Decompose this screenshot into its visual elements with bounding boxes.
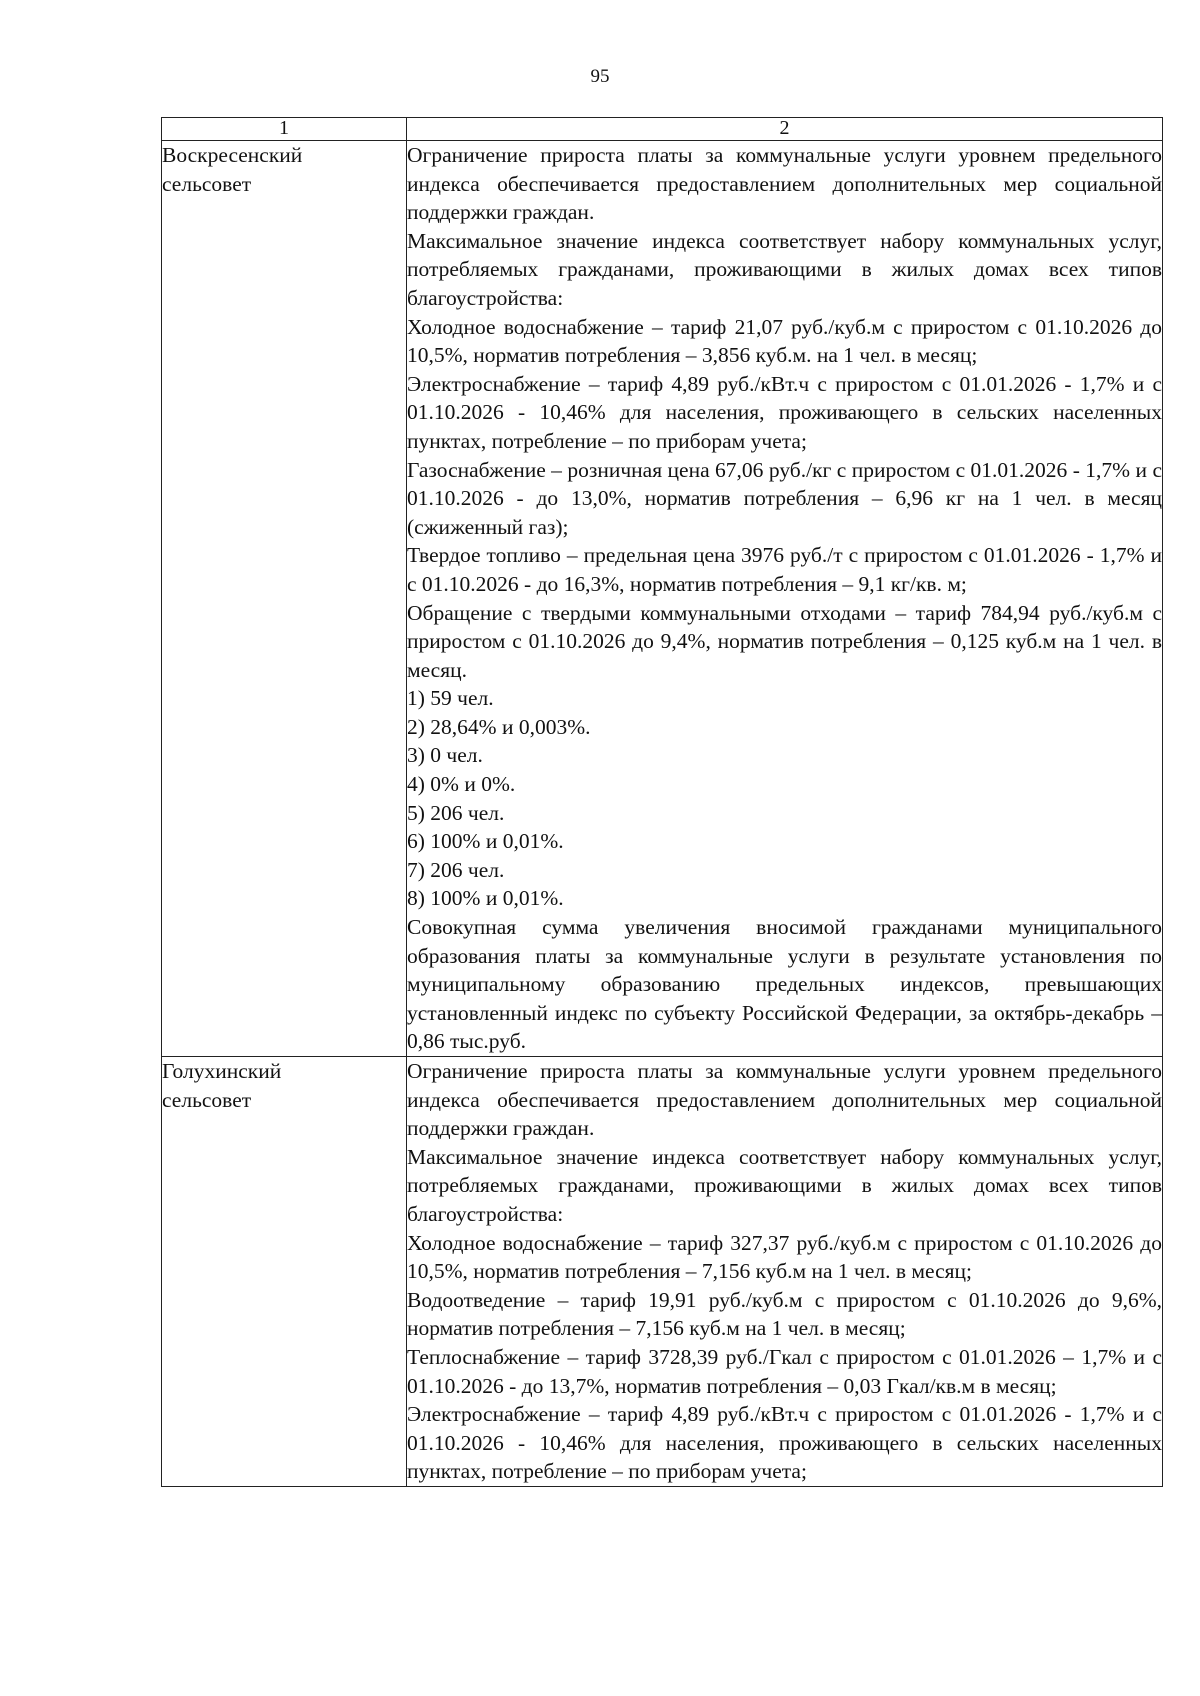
table-row — [162, 1057, 1163, 1487]
municipality-name-line: Воскресенский — [162, 143, 303, 167]
paragraph: Твердое топливо – предельная цена 3976 руб./т с приростом с 01.01.2026 - 1,7% и с 01.10.2026 - до 16,3%, норматив потребления – 9,1 кг/кв. м; — [407, 543, 1162, 596]
page-number: 95 — [590, 66, 610, 87]
table-header-row — [162, 118, 1163, 141]
paragraph: Газоснабжение – розничная цена 67,06 руб./кг с приростом с 01.01.2026 - 1,7% и с 01.10.2026 - до 13,0%, норматив потребления – 6,96 кг на 1 чел. в месяц (сжиженный газ); — [407, 457, 1162, 539]
paragraph: Максимальное значение индекса соответствует набору коммунальных услуг, потребляемых гражданами, проживающими в жилых домах всех типов благоустройства: — [407, 1144, 1162, 1226]
municipality-name-cell — [162, 141, 407, 1057]
paragraph: Теплоснабжение – тариф 3728,39 руб./Гкал с приростом с 01.01.2026 – 1,7% и с 01.10.2026 - до 13,7%, норматив потребления – 0,03 Гкал/кв.м в месяц; — [407, 1344, 1162, 1398]
paragraph: Ограничение прироста платы за коммунальные услуги уровнем предельного индекса обеспечивается предоставлением дополнительных мер социальной поддержки граждан. — [407, 1059, 1162, 1141]
tariff-table — [161, 117, 1163, 1487]
paragraph: Водоотведение – тариф 19,91 руб./куб.м с приростом с 01.10.2026 до 9,6%, норматив потребления – 7,156 куб.м на 1 чел. в месяц; — [407, 1287, 1162, 1341]
municipality-name-line: сельсовет — [162, 1087, 252, 1112]
municipality-name-line: Голухинский — [162, 1059, 282, 1083]
list-item: 3) 0 чел. — [407, 743, 483, 768]
paragraph: Обращение с твердыми коммунальными отходами – тариф 784,94 руб./куб.м с приростом с 01.10.2026 до 9,4%, норматив потребления – 0,125 куб.м на 1 чел. в месяц. — [407, 600, 1162, 682]
paragraph: Электроснабжение – тариф 4,89 руб./кВт.ч с приростом с 01.01.2026 - 1,7% и с 01.10.2026 - 10,46% для населения, проживающего в сельских населенных пунктах, потребление – по приборам учета; — [407, 371, 1162, 453]
measures-description-cell — [407, 1057, 1163, 1487]
list-item: 2) 28,64% и 0,003%. — [407, 714, 591, 739]
list-item: 4) 0% и 0%. — [407, 772, 516, 797]
paragraph: Электроснабжение – тариф 4,89 руб./кВт.ч с приростом с 01.01.2026 - 1,7% и с 01.10.2026 - 10,46% для населения, проживающего в сельских населенных пунктах, потребление – по приборам учета; — [407, 1402, 1162, 1484]
column-header-1: 1 — [162, 118, 407, 141]
list-item: 7) 206 чел. — [407, 857, 505, 882]
table-row — [162, 141, 1163, 1057]
paragraph: Ограничение прироста платы за коммунальные услуги уровнем предельного индекса обеспечивается предоставлением дополнительных мер социальной поддержки граждан. — [407, 143, 1162, 225]
list-item: 8) 100% и 0,01%. — [407, 886, 564, 911]
municipality-name-cell — [162, 1057, 407, 1487]
list-item: 6) 100% и 0,01%. — [407, 829, 564, 854]
municipality-name-line: сельсовет — [162, 171, 252, 196]
paragraph: Совокупная сумма увеличения вносимой гражданами муниципального образования платы за коммунальные услуги в результате установления по муниципальному образованию предельных индексов, превышающих установленный индекс по субъекту Российской Федерации, за октябрь-декабрь – 0,86 тыс.руб. — [407, 915, 1162, 1054]
list-item: 1) 59 чел. — [407, 686, 494, 711]
measures-description-cell — [407, 141, 1163, 1057]
paragraph: Холодное водоснабжение – тариф 21,07 руб./куб.м с приростом с 01.10.2026 до 10,5%, норматив потребления – 3,856 куб.м. на 1 чел. в месяц; — [407, 314, 1162, 368]
paragraph: Холодное водоснабжение – тариф 327,37 руб./куб.м с приростом с 01.10.2026 до 10,5%, норматив потребления – 7,156 куб.м на 1 чел. в месяц; — [407, 1230, 1162, 1284]
list-item: 5) 206 чел. — [407, 800, 505, 825]
column-header-2: 2 — [407, 118, 1163, 141]
paragraph: Максимальное значение индекса соответствует набору коммунальных услуг, потребляемых гражданами, проживающими в жилых домах всех типов благоустройства: — [407, 228, 1162, 310]
